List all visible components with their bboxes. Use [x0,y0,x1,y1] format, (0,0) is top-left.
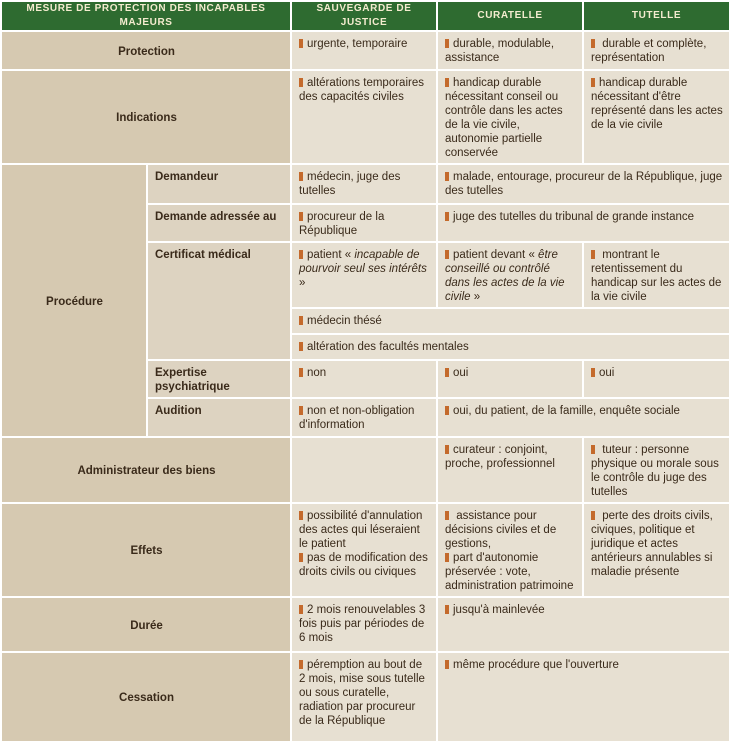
bullet-icon [299,553,303,562]
certificat-tutelle: montrant le retentissement du handicap sur les actes de la vie civile [591,249,722,303]
bullet-icon [445,172,449,181]
indications-sauvegarde: altérations temporaires des capacités civiles [299,77,424,103]
table-row [1,652,729,742]
bullet-icon [299,368,303,377]
protection-curatelle: durable, modulable, assistance [445,38,555,64]
effets-sauvegarde-1: possibilité d'annulation des actes qui léseraient le patient [299,510,423,550]
expertise-curatelle: oui [453,367,469,379]
protection-sauvegarde: urgente, temporaire [307,38,408,50]
row-label-indications: Indications [1,70,291,164]
bullet-icon [299,172,303,181]
bullet-icon [445,368,449,377]
bullet-icon [299,660,303,669]
certificat-alteration: altération des facultés mentales [307,341,469,353]
sub-label-expertise: Expertise psychiatrique [147,360,291,398]
bullet-icon [299,78,303,87]
header-mesure: MESURE DE PROTECTION DES INCAPABLES MAJEURS [1,1,291,31]
duree-sauvegarde: 2 mois renouvelables 3 fois puis par périodes de 6 mois [299,604,426,644]
demande-curatelle-tutelle: juge des tutelles du tribunal de grande instance [453,211,695,223]
certificat-curatelle-quote: être conseillé ou contrôlé dans les actes de la vie civile [445,249,565,303]
effets-curatelle-2: part d'autonomie préservée : vote, administration patrimoine [445,552,574,592]
table-row [1,70,729,164]
table-row [1,164,729,204]
bullet-icon [445,605,449,614]
admin-curatelle: curateur : conjoint, proche, professionnel [445,444,555,470]
indications-curatelle: handicap durable nécessitant conseil ou contrôle dans les actes de la vie civile, autonomie partielle conservée [445,77,563,159]
bullet-icon [445,39,449,48]
row-label-procedure: Procédure [1,164,147,437]
demandeur-sauvegarde: médecin, juge des tutelles [299,171,401,197]
bullet-icon [591,511,595,520]
certificat-sauvegarde-post: » [299,277,306,289]
header-sauvegarde: SAUVEGARDE DE JUSTICE [291,1,437,31]
bullet-icon [445,250,449,259]
admin-tutelle: tuteur : personne physique ou morale sous le contrôle du juge des tutelles [591,444,719,498]
indications-tutelle: handicap durable nécessitant d'être représenté dans les actes de la vie civile [591,77,723,131]
bullet-icon [445,406,449,415]
row-label-protection: Protection [1,31,291,70]
cessation-curatelle-tutelle: même procédure que l'ouverture [453,659,619,671]
bullet-icon [445,212,449,221]
certificat-sauvegarde-pre: patient « [307,249,355,261]
table-row [1,437,729,503]
bullet-icon [299,406,303,415]
certificat-medecin-these: médecin thésé [307,315,382,327]
row-label-administrateur: Administrateur des biens [1,437,291,503]
bullet-icon [591,39,595,48]
cessation-sauvegarde: péremption au bout de 2 mois, mise sous tutelle ou sous curatelle, radiation par procureur de la République [299,659,425,727]
expertise-sauvegarde: non [307,367,327,379]
sub-label-audition: Audition [147,398,291,437]
bullet-icon [299,250,303,259]
table-row [1,31,729,70]
bullet-icon [299,605,303,614]
bullet-icon [299,39,303,48]
table-row [1,503,729,597]
bullet-icon [445,660,449,669]
effets-sauvegarde-2: pas de modification des droits civils ou civiques [299,552,428,578]
sub-label-demandeur: Demandeur [147,164,291,204]
row-label-effets: Effets [1,503,291,597]
bullet-icon [591,250,595,259]
header-tutelle: TUTELLE [583,1,729,31]
bullet-icon [445,445,449,454]
bullet-icon [445,78,449,87]
bullet-icon [591,445,595,454]
duree-curatelle-tutelle: jusqu'à mainlevée [453,604,545,616]
table-row [1,597,729,652]
effets-curatelle-1: assistance pour décisions civiles et de gestions, [445,510,557,550]
row-label-duree: Durée [1,597,291,652]
header-curatelle: CURATELLE [437,1,583,31]
effets-tutelle: perte des droits civils, civiques, politique et juridique et actes antérieurs annulables si maladie présente [591,510,713,578]
audition-curatelle-tutelle: oui, du patient, de la famille, enquête sociale [453,405,680,417]
bullet-icon [299,511,303,520]
bullet-icon [445,553,449,562]
audition-sauvegarde: non et non-obligation d'information [299,405,415,431]
bullet-icon [591,78,595,87]
sub-label-certificat: Certificat médical [147,242,291,360]
bullet-icon [591,368,595,377]
bullet-icon [299,212,303,221]
admin-sauvegarde [291,437,437,503]
protection-tutelle: durable et complète, représentation [591,38,707,64]
row-label-cessation: Cessation [1,652,291,742]
expertise-tutelle: oui [599,367,615,379]
certificat-curatelle-post: » [470,291,481,303]
sub-label-demande: Demande adressée au [147,204,291,242]
certificat-sauvegarde-quote: incapable de pourvoir seul ses intérêts [299,249,427,275]
bullet-icon [445,511,449,520]
bullet-icon [299,342,303,351]
certificat-curatelle-pre: patient devant « [453,249,539,261]
bullet-icon [299,316,303,325]
demandeur-curatelle-tutelle: malade, entourage, procureur de la République, juge des tutelles [445,171,723,197]
demande-sauvegarde: procureur de la République [299,211,385,237]
